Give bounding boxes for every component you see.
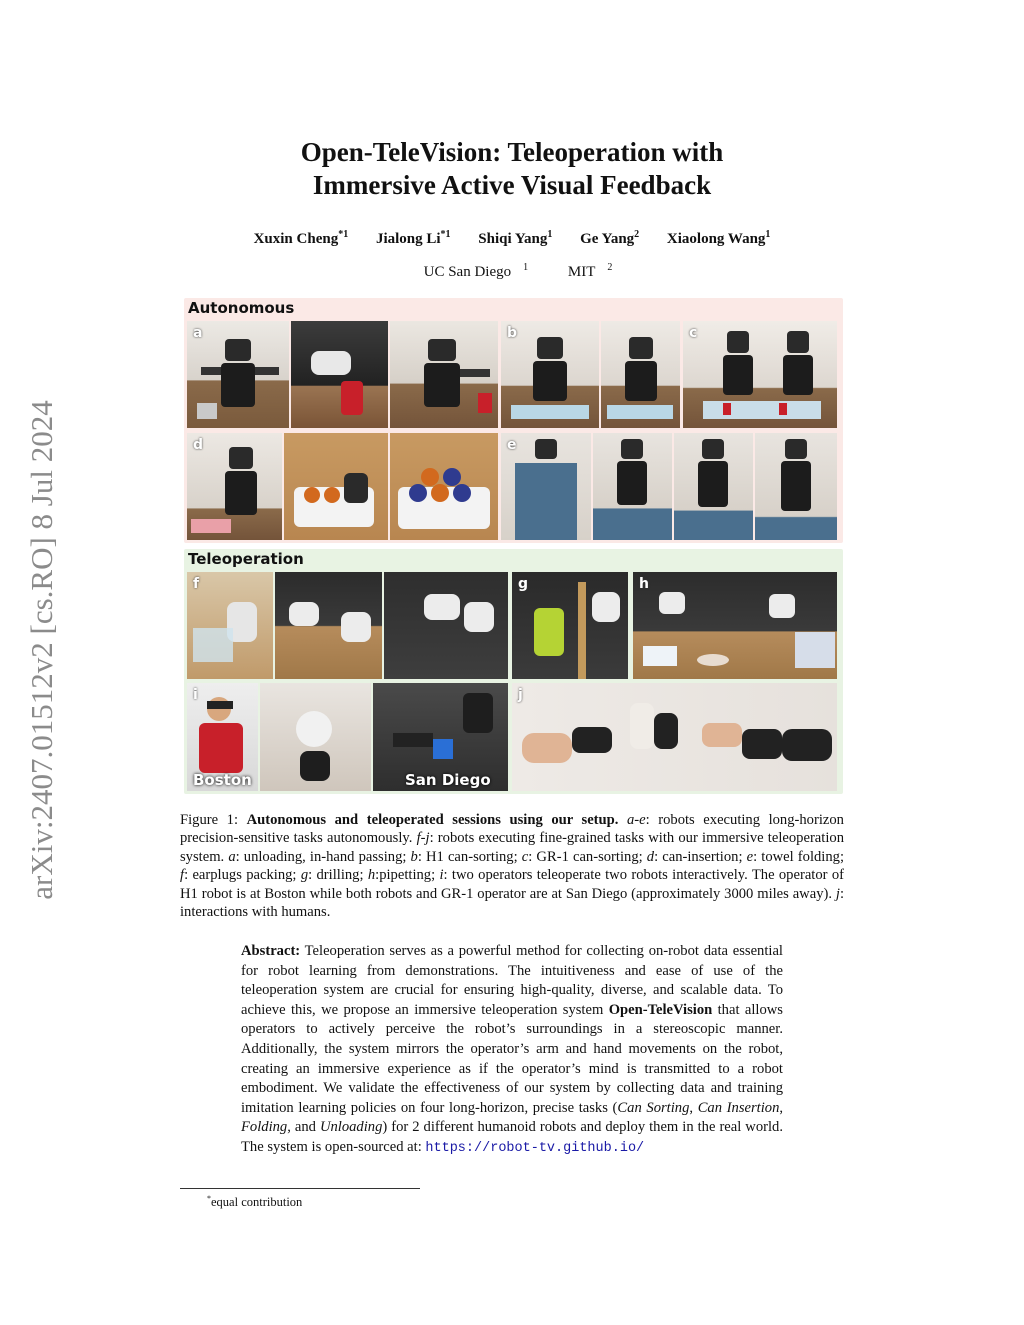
abstract-text: ) for 2 different humanoid robots and deploy them in the real world. The system is open-sourced at: (241, 1119, 783, 1155)
san-diego-label: San Diego (405, 771, 491, 789)
caption-italic: a (228, 848, 236, 865)
caption-text: : towel folding; (753, 848, 845, 865)
caption-italic: i (439, 867, 444, 884)
robot-illustration (674, 433, 753, 540)
title-line-2: Immersive Active Visual Feedback (312, 170, 712, 200)
photo-b2 (601, 321, 680, 428)
robot-hand-illustration (384, 572, 508, 679)
abstract-text: that allows operators to actively perceive the robot’s surroundings in a stereoscopic manner. Additionally, the system mirrors the operator’s arm and hand movements on the robot, creating an immersive experience as if the operator’s mind is transmitted to a robot embodiment. We validate the effectiveness of our system by collecting data and training imitation learning policies on four long-horizon, precise tasks ( (241, 1001, 783, 1116)
robot-hand-illustration (187, 572, 273, 679)
teleoperation-label: Teleoperation (188, 550, 304, 568)
caption-italic: e (746, 848, 754, 865)
author: Jialong Li$^{*1}$ (375, 229, 451, 247)
task-name: Unloading (319, 1119, 383, 1136)
caption-text: :pipetting; (375, 867, 440, 884)
photo-d3 (390, 433, 498, 540)
footnote-mark: * (207, 1194, 211, 1203)
caption-text: : unloading, in-hand passing; (235, 848, 411, 865)
caption-text: : robots executing fine-grained tasks with our immersive teleoperation system. (180, 830, 844, 865)
panel-letter-a: a (193, 325, 203, 341)
photo-d2 (284, 433, 388, 540)
task-name: Can Insertion (697, 1099, 780, 1116)
photo-f1 (187, 572, 273, 679)
author: Xuxin Cheng$^{*1}$ (253, 229, 349, 247)
panel-letter-i: i (193, 687, 198, 703)
caption-text: : GR-1 can-sorting; (528, 848, 647, 865)
photo-e3 (674, 433, 753, 540)
panel-letter-b: b (507, 325, 518, 341)
panel-letter-j: j (518, 687, 523, 703)
panel-letter-d: d (193, 437, 204, 453)
autonomous-label: Autonomous (188, 299, 295, 317)
photo-i2 (260, 683, 371, 791)
photo-a3 (390, 321, 498, 428)
arxiv-identifier: arXiv:2407.01512v2 [cs.RO] 8 Jul 2024 (24, 400, 59, 900)
panel-letter-f: f (193, 576, 200, 592)
photo-h (633, 572, 837, 679)
caption-prefix: Figure 1: (180, 812, 247, 828)
caption-text: : can-insertion; (654, 848, 747, 865)
abstract-text: , and (287, 1119, 320, 1136)
robot-hand-illustration (291, 321, 388, 428)
title-line-1: Open-TeleVision: Teleoperation with (300, 137, 724, 167)
caption-italic: g (300, 867, 309, 884)
robot-illustration (755, 433, 837, 540)
robot-illustration (601, 321, 680, 428)
caption-italic: a-e (618, 812, 646, 828)
panel-letter-e: e (507, 437, 517, 453)
author-list (0, 229, 1024, 248)
drill-illustration (512, 572, 628, 679)
abstract-text: Teleoperation serves as a powerful method for collecting on-robot data essential for robot learning from demonstrations. The intuitiveness and ease of use of the teleoperation system are crucial for ensuring high-quality, diverse, and scalable data. To achieve this, we propose an immersive teleoperation system (241, 943, 783, 1018)
robot-illustration (390, 321, 498, 428)
abstract (241, 942, 783, 1159)
author: Shiqi Yang$^1$ (478, 229, 553, 247)
caption-text: : drilling; (308, 867, 368, 884)
author: Ge Yang$^2$ (580, 229, 640, 247)
caption-text: : robots executing long-horizon precision-sensitive tasks autonomously. (180, 812, 844, 847)
photo-g (512, 572, 628, 679)
system-name: Open-TeleVision (608, 1001, 713, 1018)
author: Xiaolong Wang$^1$ (666, 229, 771, 247)
photo-e4 (755, 433, 837, 540)
caption-italic: f (180, 867, 185, 884)
photo-e1 (501, 433, 591, 540)
photo-f3 (384, 572, 508, 679)
robot-hand-illustration (260, 683, 371, 791)
footnote-rule (180, 1188, 420, 1189)
caption-italic: c (521, 848, 529, 865)
task-name: Can Sorting (617, 1099, 690, 1116)
photo-j (512, 683, 837, 791)
footnote-text: equal contribution (211, 1195, 303, 1210)
photo-i3 (373, 683, 508, 791)
caption-text: : interactions with humans. (180, 885, 844, 921)
boston-label: Boston (193, 771, 252, 789)
caption-italic: j (835, 885, 840, 902)
pipette-illustration (633, 572, 837, 679)
caption-bold: Autonomous and teleoperated sessions using our setup. (246, 812, 619, 828)
photo-a1 (187, 321, 289, 428)
can-tray-illustration (390, 433, 498, 540)
paper-title (0, 136, 1024, 202)
panel-letter-h: h (639, 576, 649, 592)
affiliation: MIT $^2$ (567, 262, 613, 280)
photo-b1 (501, 321, 599, 428)
photo-c1 (683, 321, 837, 428)
caption-text: : H1 can-sorting; (417, 848, 522, 865)
affiliation-list (0, 262, 1024, 281)
caption-italic: b (410, 848, 418, 865)
robot-illustration (593, 433, 672, 540)
figure-caption (180, 811, 844, 921)
affiliation: UC San Diego $^1$ (423, 262, 529, 280)
caption-italic: d (646, 848, 655, 865)
footnote (207, 1194, 302, 1210)
caption-italic: h (367, 867, 376, 884)
photo-e2 (593, 433, 672, 540)
photo-i1 (187, 683, 258, 791)
photo-d1 (187, 433, 282, 540)
human-robot-handshake-illustration (512, 683, 837, 791)
abstract-label: Abstract: (241, 943, 301, 959)
abstract-text: , (779, 1099, 784, 1116)
caption-text: : earplugs packing; (184, 867, 301, 884)
project-url-link[interactable]: https://robot-tv.github.io/ (425, 1140, 645, 1156)
photo-f2 (275, 572, 382, 679)
robot-illustration (683, 321, 837, 428)
caption-italic: f-j (416, 830, 430, 847)
caption-text: : two operators teleoperate two robots interactively. The operator of H1 robot is at Boston while both robots and GR-1 operator are at San Diego (approximately 3000 miles away). (180, 867, 844, 902)
panel-letter-g: g (518, 576, 529, 592)
task-name: Folding (241, 1119, 288, 1136)
panel-letter-c: c (689, 325, 698, 341)
robot-hand-illustration (275, 572, 382, 679)
photo-a2 (291, 321, 388, 428)
can-tray-illustration (284, 433, 388, 540)
abstract-text: , (689, 1099, 698, 1116)
